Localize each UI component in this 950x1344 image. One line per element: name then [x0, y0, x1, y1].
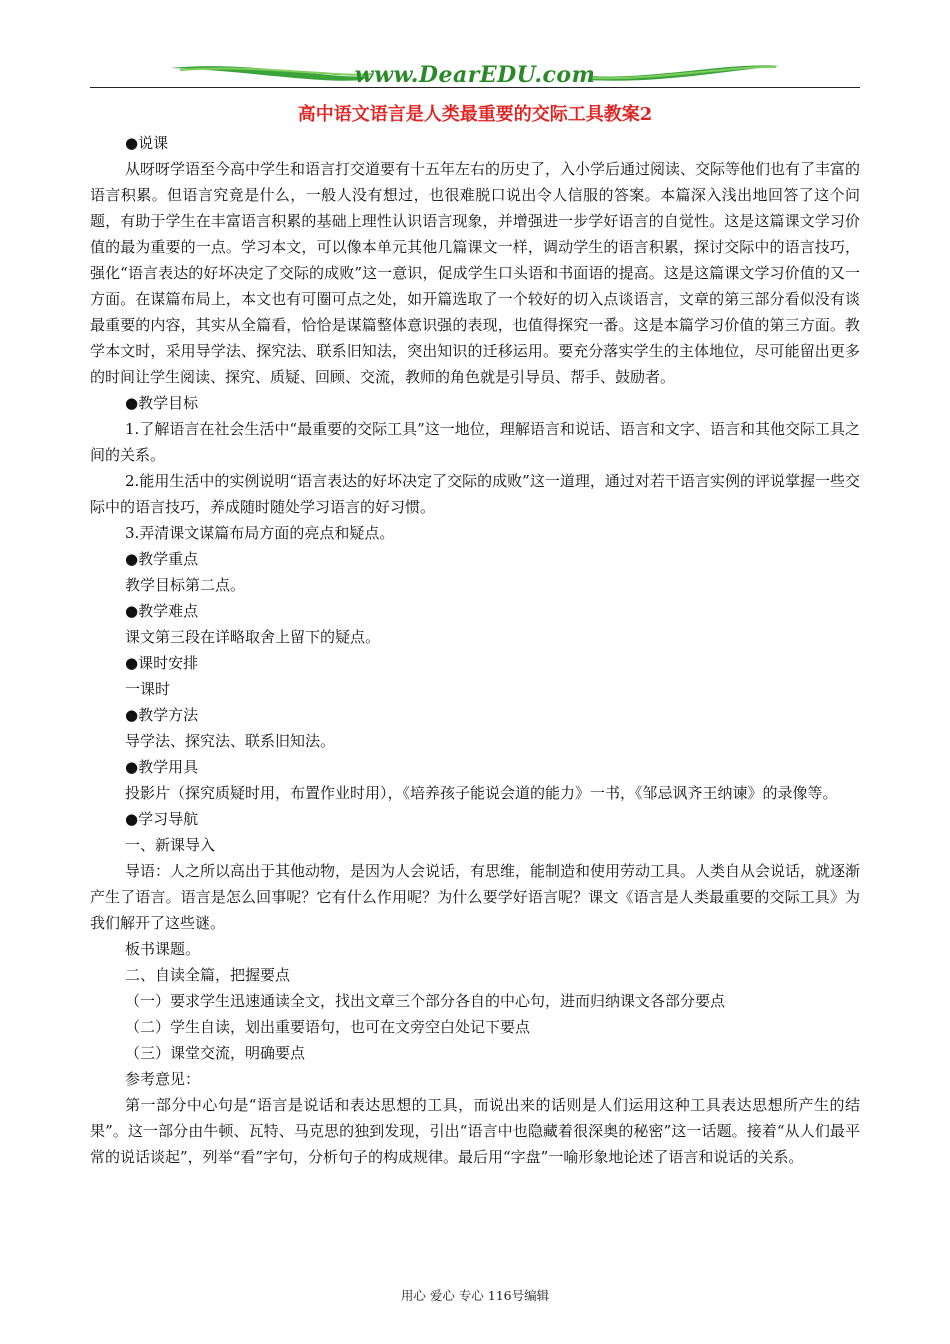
section-heading: ●教学难点: [125, 602, 199, 620]
paragraph: 导语：人之所以高出于其他动物，是因为人会说话，有思维，能制造和使用劳动工具。人类自从会说话，就逐渐产生了语言。语言是怎么回事呢？它有什么作用呢？为什么要学好语言呢？课文《语言是人类最重要的交际工具》为我们解开了这些谜。: [90, 862, 861, 932]
section-heading: ●教学目标: [125, 394, 199, 412]
paragraph: 3.弄清课文谋篇布局方面的亮点和疑点。: [125, 524, 395, 542]
page-footer: 用心 爱心 专心 116号编辑: [400, 1288, 550, 1303]
section-heading: ●教学方法: [125, 706, 199, 724]
paragraph: 第一部分中心句是“语言是说话和表达思想的工具，而说出来的话则是人们运用这种工具表达思想所产生的结果”。这一部分由牛顿、瓦特、马克思的独到发现，引出“语言中也隐藏着很深奥的秘密”这一话题。接着“从人们最平常的说话谈起”，列举“看”字句，分析句子的构成规律。最后用“字盘”一喻形象地论述了语言和说话的关系。: [90, 1096, 860, 1166]
paragraph: 参考意见：: [125, 1070, 201, 1088]
section-heading: ●教学用具: [125, 758, 199, 776]
paragraph: 一课时: [125, 680, 171, 698]
paragraph: 从呀呀学语至今高中学生和语言打交道要有十五年左右的历史了，入小学后通过阅读、交际等他们也有了丰富的语言积累。但语言究竟是什么，一般人没有想过，也很难脱口说出令人信服的答案。本篇深入浅出地回答了这个问题，有助于学生在丰富语言积累的基础上理性认识语言现象，并增强进一步学好语言的自觉性。这是这篇课文学习价值的最为重要的一点。学习本文，可以像本单元其他几篇课文一样，调动学生的语言积累，探讨交际中的语言技巧，强化“语言表达的好坏决定了交际的成败”这一意识，促成学生口头语和书面语的提高。这是这篇课文学习价值的又一方面。在谋篇布局上，本文也有可圈可点之处，如开篇选取了一个较好的切入点谈语言，文章的第三部分看似没有谈最重要的内容，其实从全篇看，恰恰是谋篇整体意识强的表现，也值得探究一番。这是本篇学习价值的第三方面。教学本文时，采用导学法、探究法、联系旧知法，突出知识的迁移运用。要充分落实学生的主体地位，尽可能留出更多的时间让学生阅读、探究、质疑、回顾、交流，教师的角色就是引导员、帮手、鼓励者。: [90, 160, 861, 386]
paragraph: 板书课题。: [125, 940, 201, 958]
paragraph: （一）要求学生迅速通读全文，找出文章三个部分各自的中心句，进而归纳课文各部分要点: [125, 992, 726, 1010]
paragraph: 导学法、探究法、联系旧知法。: [125, 732, 336, 750]
paragraph: 1.了解语言在社会生活中“最重要的交际工具”这一地位，理解语言和说话、语言和文字、语言和其他交际工具之间的关系。: [90, 420, 860, 464]
paragraph: 投影片（探究质疑时用，布置作业时用），《培养孩子能说会道的能力》一书，《邹忌讽齐王纳谏》的录像等。: [125, 784, 838, 802]
section-heading: ●教学重点: [125, 550, 199, 568]
document-body: [90, 130, 860, 1170]
section-heading: ●学习导航: [125, 810, 199, 828]
logo-text: www.DearEDU.com: [354, 62, 596, 88]
paragraph: 教学目标第二点。: [125, 576, 246, 594]
section-heading: ●说课: [125, 134, 169, 152]
paragraph: 课文第三段在详略取舍上留下的疑点。: [125, 628, 381, 646]
document-title: 高中语文语言是人类最重要的交际工具教案2: [297, 104, 653, 125]
paragraph: （二）学生自读，划出重要语句，也可在文旁空白处记下要点: [125, 1018, 531, 1036]
paragraph: 一、新课导入: [125, 836, 216, 854]
paragraph: 二、自读全篇，把握要点: [125, 966, 291, 984]
paragraph: （三）课堂交流，明确要点: [125, 1044, 306, 1062]
header-divider: [90, 87, 860, 88]
section-heading: ●课时安排: [125, 654, 199, 672]
paragraph: 2.能用生活中的实例说明“语言表达的好坏决定了交际的成败”这一道理，通过对若干语言实例的评说掌握一些交际中的语言技巧，养成随时随处学习语言的好习惯。: [90, 472, 860, 516]
